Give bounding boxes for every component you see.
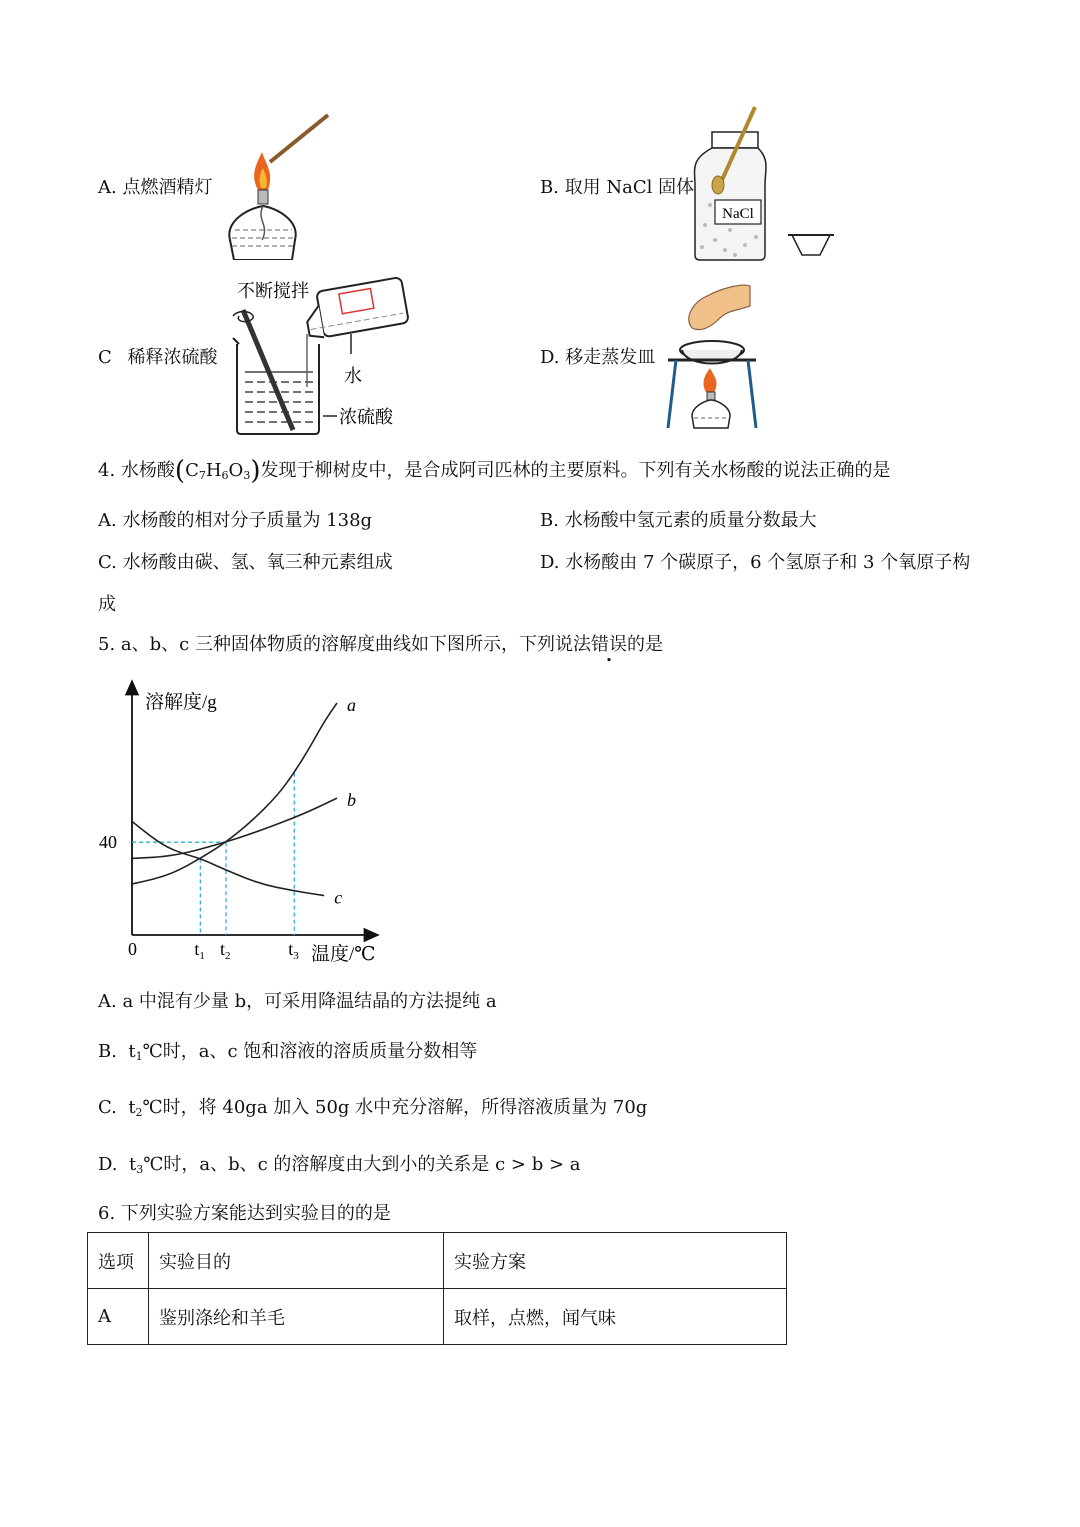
table-cell: 鉴别涤纶和羊毛	[149, 1289, 444, 1345]
q3-option-c	[98, 343, 218, 369]
q5-option-c: C. $t_2℃$时，将 40ga 加入 50g 水中充分溶解，所得溶液质量为 70g	[98, 1097, 648, 1119]
nacl-label: NaCl	[722, 206, 754, 222]
curve-c	[132, 821, 324, 895]
q5-option-d: D. $t_3℃$时，a、b、c 的溶解度由大到小的关系是 c > b > a	[98, 1154, 581, 1176]
evaporating-dish-figure	[662, 278, 762, 430]
option-letter: A.	[98, 177, 117, 198]
q4-option-b: B. 水杨酸中氢元素的质量分数最大	[540, 510, 817, 531]
emphasized-word: 错误	[590, 634, 627, 655]
option-letter: B.	[540, 177, 559, 198]
acid-label: 浓硫酸	[339, 407, 393, 428]
header-cell: 实验方案	[444, 1233, 787, 1289]
q4-option-a: A. 水杨酸的相对分子质量为 138g	[98, 510, 373, 531]
q4-stem-prefix: 4. 水杨酸	[98, 460, 175, 481]
q4-stem: 4. 水杨酸$(C_7H_6O_3)$发现于柳树皮中，是合成阿司匹林的主要原料。下列有关水杨酸的说法正确的是	[98, 456, 891, 486]
table-cell: 取样，点燃，闻气味	[444, 1289, 787, 1345]
series-label-b: b	[347, 790, 356, 811]
header-cell: 实验目的	[149, 1233, 444, 1289]
option-letter: D.	[540, 347, 560, 368]
q4-option-c: C. 水杨酸由碳、氢、氧三种元素组成	[98, 552, 393, 573]
nacl-bottle-figure	[690, 105, 835, 265]
table-cell: A	[88, 1289, 149, 1345]
q4-option-d-wrap: 成	[98, 594, 116, 615]
q3-option-a	[98, 173, 212, 199]
option-letter: C	[98, 347, 112, 368]
curve-b	[132, 798, 337, 858]
q6-stem: 6. 下列实验方案能达到实验目的的是	[98, 1203, 391, 1224]
stir-label: 不断搅拌	[237, 281, 309, 302]
q5-option-b: B. $t_1℃$时，a、c 饱和溶液的溶质质量分数相等	[98, 1041, 478, 1063]
water-label: 水	[344, 366, 362, 387]
y-tick-40: 40	[99, 832, 117, 853]
dilute-acid-figure	[225, 272, 415, 437]
y-axis-label: 溶解度/g	[145, 692, 217, 713]
option-text: 移走蒸发皿	[565, 347, 656, 368]
option-text: 取用 NaCl 固体	[564, 177, 695, 198]
q3-option-b	[540, 173, 694, 199]
header-cell: 选项	[88, 1233, 149, 1289]
table-row	[88, 1289, 787, 1345]
x-axis-label: 温度/℃	[311, 944, 376, 965]
solubility-chart	[95, 675, 395, 975]
option-text: 点燃酒精灯	[122, 177, 213, 198]
q5-option-a: A. a 中混有少量 b，可采用降温结晶的方法提纯 a	[98, 991, 497, 1012]
q5-stem: 5. a、b、c 三种固体物质的溶解度曲线如下图所示，下列说法错误的是	[98, 634, 663, 655]
x-tick-label: $t_3$	[288, 939, 299, 962]
q4-option-d: D. 水杨酸由 7 个碳原子，6 个氢原子和 3 个氧原子构	[540, 552, 971, 573]
chem-formula: $C_7H_6O_3$	[185, 460, 251, 482]
x-tick-label: $t_2$	[219, 939, 231, 962]
q4-stem-suffix: 发现于柳树皮中，是合成阿司匹林的主要原料。下列有关水杨酸的说法正确的是	[260, 460, 891, 481]
table-header-row	[88, 1233, 787, 1289]
q3-option-d	[540, 343, 655, 369]
series-label-a: a	[347, 695, 356, 715]
origin-label: 0	[128, 939, 137, 959]
option-text: 稀释浓硫酸	[127, 347, 218, 368]
series-label-c: c	[334, 887, 343, 908]
alcohol-lamp-figure	[220, 110, 335, 260]
x-tick-label: $t_1$	[194, 939, 205, 962]
experiment-table	[87, 1232, 787, 1345]
